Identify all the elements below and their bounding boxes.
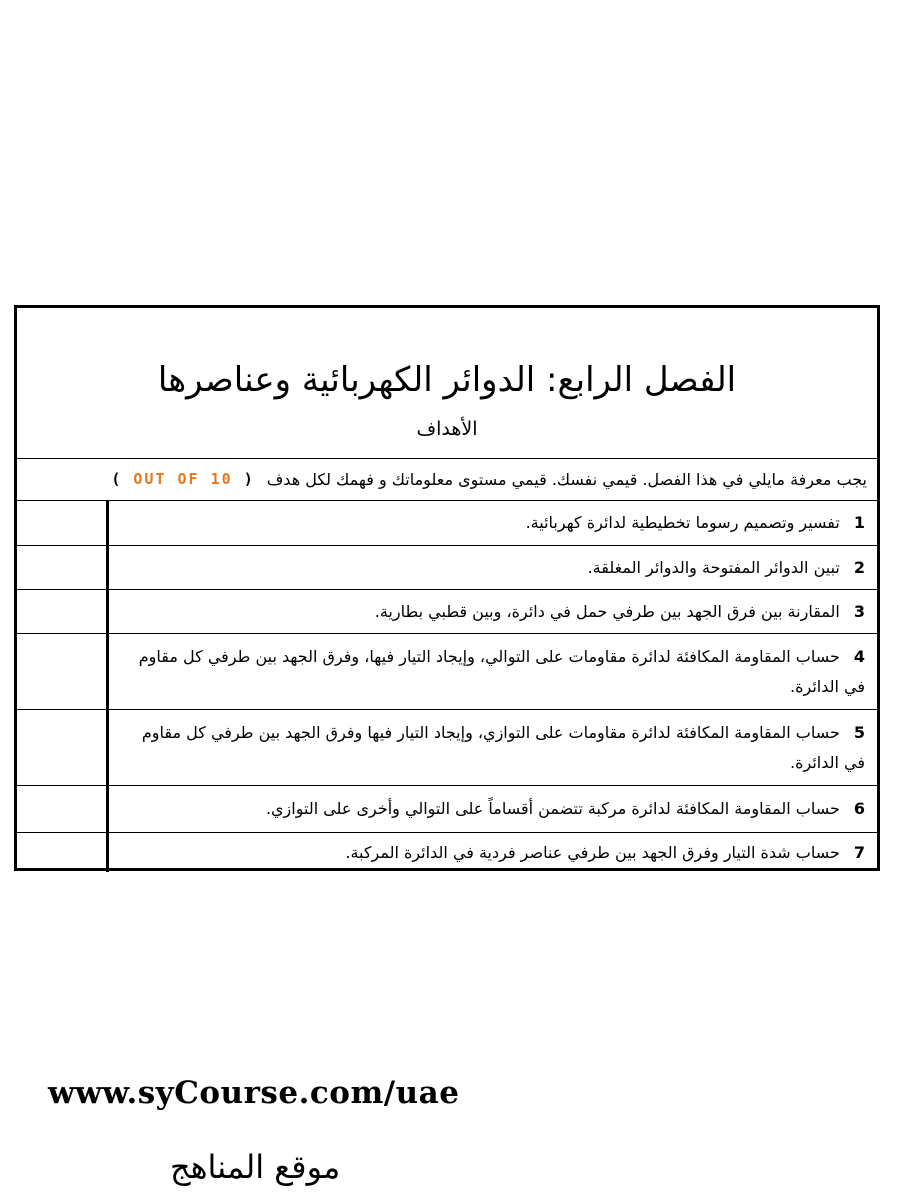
objectives-table [17,501,877,868]
score-cell[interactable] [17,786,109,832]
objective-text-cell: 6حساب المقاومة المكافئة لدائرة مركبة تتضمن أقساماً على التوالي وأخرى على التوازي. [265,799,865,818]
score-cell[interactable] [17,833,109,872]
score-cell[interactable] [17,634,109,709]
objective-text-cell: 5حساب المقاومة المكافئة لدائرة مقاومات على التوازي، وإيجاد التيار فيها وفرق الجهد بين طرفي كل مقاوم في الدائرة. [141,722,865,772]
objective-row [17,546,877,590]
chapter-title: الفصل الرابع: الدوائر الكهربائية وعناصرها [157,360,737,400]
instruction-row [17,458,877,501]
objective-text-cell: 3المقارنة بين فرق الجهد بين طرفي حمل في دائرة، وبين قطبي بطارية. [374,601,865,621]
objective-text-cell: 7حساب شدة التيار وفرق الجهد بين طرفي عناصر فردية في الدائرة المركبة. [345,842,865,862]
out-of-label: ( OUT OF 10 ) [111,470,255,488]
objective-row [17,590,877,634]
score-cell[interactable] [17,546,109,589]
objectives-heading: الأهداف [416,418,478,440]
sheet-header [17,308,877,459]
objective-text-cell: 1تفسير وتصميم رسوما تخطيطية لدائرة كهربائية. [525,513,865,532]
objective-text-cell: 2تبين الدوائر المفتوحة والدوائر المغلقة. [587,557,865,577]
objective-text-cell: 4حساب المقاومة المكافئة لدائرة مقاومات على التوالي، وإيجاد التيار فيها، وفرق الجهد بين طرفي كل مقاوم في الدائرة. [138,646,865,696]
score-cell[interactable] [17,710,109,785]
score-cell[interactable] [17,590,109,633]
footer-url: www.syCourse.com/uae [48,1075,460,1111]
objective-row [17,786,877,833]
objectives-sheet [14,305,880,871]
footer-site-name: موقع المناهج [170,1148,341,1186]
objective-row [17,710,877,786]
score-cell[interactable] [17,501,109,545]
instruction-text: يجب معرفة مايلي في هذا الفصل. قيمي نفسك. قيمي مستوى معلوماتك و فهمك لكل هدف [266,469,867,489]
objective-row [17,501,877,546]
objective-row [17,634,877,710]
objective-row [17,833,877,872]
